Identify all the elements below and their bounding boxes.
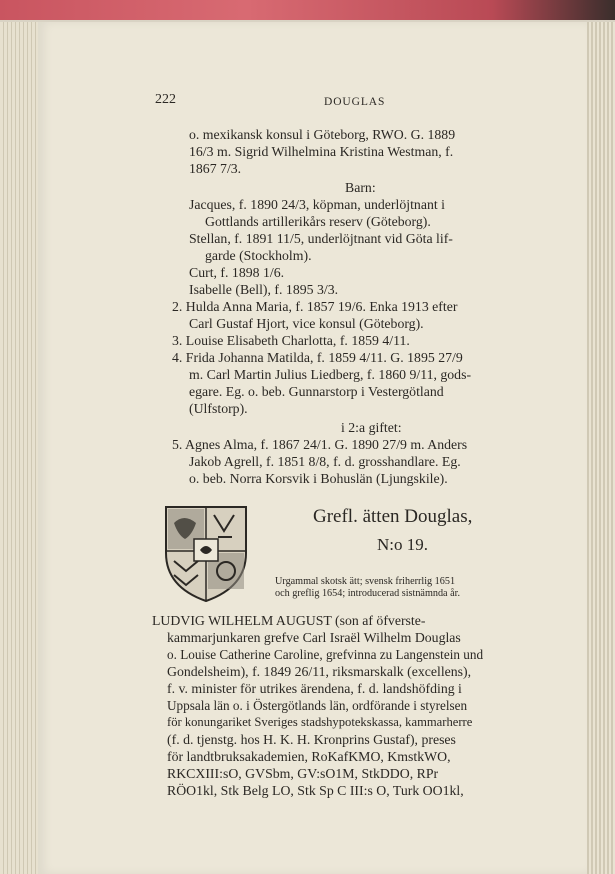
bio-line: Uppsala län o. i Östergötlands län, ordförande i styrelsen	[167, 698, 468, 713]
coat-of-arms-icon	[160, 501, 252, 604]
bio-line: o. Louise Catherine Caroline, grefvinna zu Langenstein und	[167, 647, 484, 662]
entry-line: Barn:	[345, 180, 376, 195]
entry-line: egare. Eg. o. beb. Gunnarstorp i Vestergötland	[189, 384, 444, 399]
entry-line: Jacques, f. 1890 24/3, köpman, underlöjtnant i	[189, 197, 445, 212]
entry-line: 1867 7/3.	[189, 161, 242, 176]
entry-line: Jakob Agrell, f. 1851 8/8, f. d. grosshandlare. Eg.	[189, 454, 461, 469]
entry-line: o. mexikansk konsul i Göteborg, RWO. G. 1889	[189, 127, 456, 142]
entry-line: Isabelle (Bell), f. 1895 3/3.	[189, 282, 339, 297]
entry-line: i 2:a giftet:	[341, 420, 402, 435]
bio-line: LUDVIG WILHELM AUGUST (son af öfverste-	[152, 613, 426, 628]
bio-line: för landtbruksakademien, RoKafKMO, KmstkWO,	[167, 749, 451, 764]
entry-line: 2. Hulda Anna Maria, f. 1857 19/6. Enka 1913 efter	[172, 299, 458, 314]
section-number: N:o 19.	[377, 535, 428, 554]
entry-line: garde (Stockholm).	[205, 248, 312, 263]
entry-line: 3. Louise Elisabeth Charlotta, f. 1859 4/11.	[172, 333, 410, 348]
section-note: Urgammal skotsk ätt; svensk friherrlig 1651	[275, 576, 456, 587]
entry-line: o. beb. Norra Korsvik i Bohuslän (Ljungskile).	[189, 471, 448, 486]
section-note: och greflig 1654; introducerad sistnämnda år.	[275, 588, 461, 599]
running-head: DOUGLAS	[324, 96, 386, 108]
book-cover-edge	[0, 0, 615, 20]
entry-line: 16/3 m. Sigrid Wilhelmina Kristina Westman, f.	[189, 144, 454, 159]
bio-line: f. v. minister för utrikes ärendena, f. d. landshöfding i	[167, 681, 462, 696]
page-number: 222	[155, 92, 176, 107]
entry-line: 4. Frida Johanna Matilda, f. 1859 4/11. G. 1895 27/9	[172, 350, 463, 365]
bio-line: (f. d. tjenstg. hos H. K. H. Kronprins Gustaf), preses	[167, 732, 456, 747]
section-heading: Grefl. ätten Douglas,	[313, 506, 473, 527]
bio-line: kammarjunkaren grefve Carl Israël Wilhelm Douglas	[167, 630, 461, 645]
bio-line: RÖO1kl, Stk Belg LO, Stk Sp C III:s O, Turk OO1kl,	[167, 783, 464, 798]
entry-line: Carl Gustaf Hjort, vice konsul (Göteborg).	[189, 316, 424, 331]
bio-line: för konungariket Sveriges stadshypotekskassa, kammarherre	[167, 715, 473, 729]
entry-line: m. Carl Martin Julius Liedberg, f. 1860 9/11, gods-	[189, 367, 472, 382]
entry-line: Gottlands artillerikårs reserv (Göteborg).	[205, 214, 431, 229]
right-page-edges	[583, 22, 615, 874]
entry-line: Curt, f. 1898 1/6.	[189, 265, 285, 280]
entry-line: Stellan, f. 1891 11/5, underlöjtnant vid Göta lif-	[189, 231, 453, 246]
bio-line: RKCXIII:sO, GVSbm, GV:sO1M, StkDDO, RPr	[167, 766, 439, 781]
entry-line: 5. Agnes Alma, f. 1867 24/1. G. 1890 27/9 m. Anders	[172, 437, 468, 452]
entry-line: (Ulfstorp).	[189, 401, 248, 416]
bio-line: Gondelsheim), f. 1849 26/11, riksmarskalk (excellens),	[167, 664, 472, 679]
